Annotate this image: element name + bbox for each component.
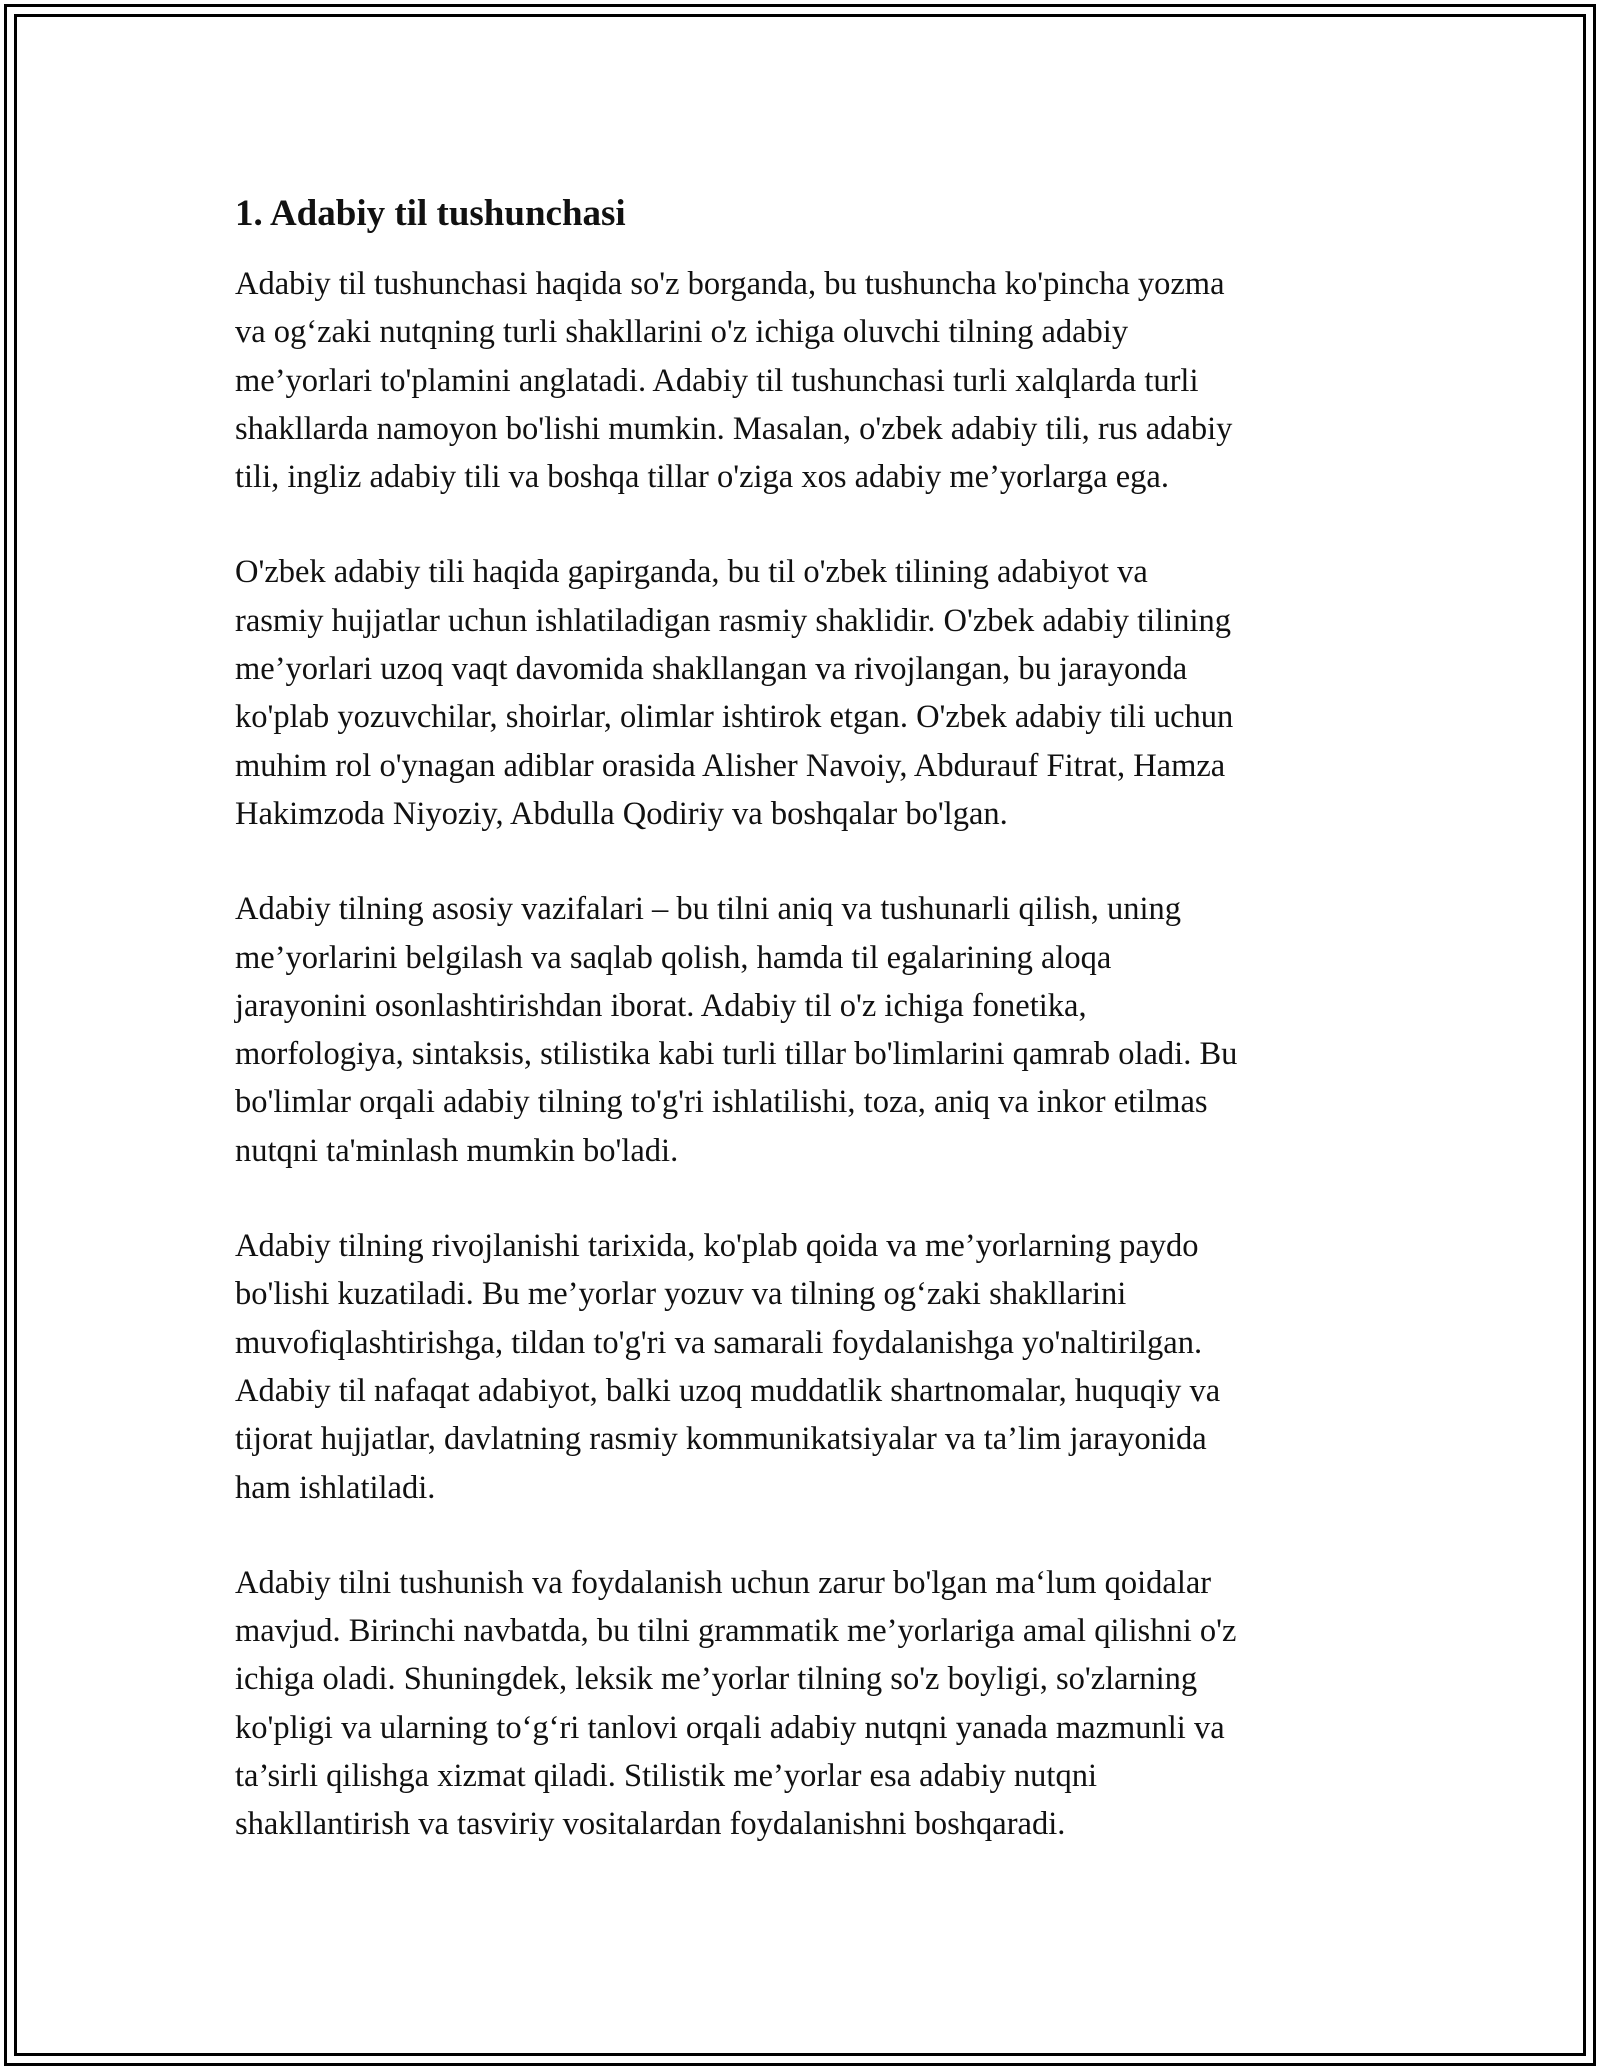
paragraph-line: Adabiy tilning rivojlanishi tarixida, ko'plab qoida va me’yorlarning paydo (235, 1228, 1199, 1265)
paragraph-line: rasmiy hujjatlar uchun ishlatiladigan rasmiy shaklidir. O'zbek adabiy tilining (235, 602, 1231, 639)
paragraph-line: ko'pligi va ularning to‘g‘ri tanlovi orqali adabiy nutqni yanada mazmunli va (235, 1709, 1225, 1746)
section-heading: 1. Adabiy til tushunchasi (235, 193, 626, 234)
paragraph-line: ta’sirli qilishga xizmat qiladi. Stilistik me’yorlar esa adabiy nutqni (235, 1758, 1097, 1795)
paragraph-line: shakllarda namoyon bo'lishi mumkin. Masalan, o'zbek adabiy tili, rus adabiy (235, 410, 1233, 447)
paragraph-line: shakllantirish va tasviriy vositalardan foydalanishni boshqaradi. (235, 1806, 1066, 1843)
paragraph (235, 548, 1375, 838)
paragraph-line: ichiga oladi. Shuningdek, leksik me’yorlar tilning so'z boyligi, so'zlarning (235, 1661, 1198, 1698)
paragraph-line: Adabiy tilni tushunish va foydalanish uchun zarur bo'lgan ma‘lum qoidalar (235, 1564, 1212, 1601)
paragraph-line: jarayonini osonlashtirishdan iborat. Adabiy til o'z ichiga fonetika, (235, 987, 1087, 1024)
paragraph-line: morfologiya, sintaksis, stilistika kabi turli tillar bo'limlarini qamrab oladi. Bu (235, 1036, 1238, 1073)
paragraph (235, 1559, 1375, 1849)
paragraph-line: mavjud. Birinchi navbatda, bu tilni grammatik me’yorlariga amal qilishni o'z (235, 1613, 1237, 1650)
paragraph-line: ko'plab yozuvchilar, shoirlar, olimlar ishtirok etgan. O'zbek adabiy tili uchun (235, 699, 1234, 736)
paragraph (235, 1222, 1375, 1512)
paragraph-line: O'zbek adabiy tili haqida gapirganda, bu til o'zbek tilining adabiyot va (235, 554, 1148, 591)
paragraph (235, 885, 1375, 1175)
paragraph-line: muhim rol o'ynagan adiblar orasida Alisher Navoiy, Abdurauf Fitrat, Hamza (235, 747, 1226, 784)
paragraph-line: Hakimzoda Niyoziy, Abdulla Qodiriy va boshqalar bo'lgan. (235, 795, 1008, 832)
paragraph-line: Adabiy til tushunchasi haqida so'z borganda, bu tushuncha ko'pincha yozma (235, 266, 1225, 302)
paragraph-line: ham ishlatiladi. (235, 1469, 436, 1506)
paragraph-line: me’yorlari uzoq vaqt davomida shakllangan va rivojlangan, bu jarayonda (235, 651, 1188, 688)
paragraph-line: me’yorlari to'plamini anglatadi. Adabiy til tushunchasi turli xalqlarda turli (235, 362, 1199, 399)
paragraph-line: tili, ingliz adabiy tili va boshqa tillar o'ziga xos adabiy me’yorlarga ega. (235, 459, 1169, 496)
paragraph-line: bo'lishi kuzatiladi. Bu me’yorlar yozuv va tilning og‘zaki shakllarini (235, 1276, 1127, 1313)
paragraph-list (235, 260, 1375, 1849)
paragraph-line: Adabiy tilning asosiy vazifalari – bu tilni aniq va tushunarli qilish, uning (235, 891, 1181, 928)
paragraph-line: me’yorlarini belgilash va saqlab qolish, hamda til egalarining aloqa (235, 939, 1112, 976)
paragraph-line: tijorat hujjatlar, davlatning rasmiy kommunikatsiyalar va ta’lim jarayonida (235, 1421, 1207, 1458)
paragraph-line: va og‘zaki nutqning turli shakllarini o'z ichiga oluvchi tilning adabiy (235, 314, 1129, 351)
document-body (235, 190, 1375, 1896)
paragraph-line: nutqni ta'minlash mumkin bo'ladi. (235, 1132, 679, 1169)
paragraph-line: muvofiqlashtirishga, tildan to'g'ri va samarali foydalanishga yo'naltirilgan. (235, 1324, 1203, 1361)
paragraph-line: Adabiy til nafaqat adabiyot, balki uzoq muddatlik shartnomalar, huquqiy va (235, 1372, 1221, 1409)
paragraph-line: bo'limlar orqali adabiy tilning to'g'ri ishlatilishi, toza, aniq va inkor etilmas (235, 1084, 1208, 1121)
paragraph (235, 260, 1375, 501)
